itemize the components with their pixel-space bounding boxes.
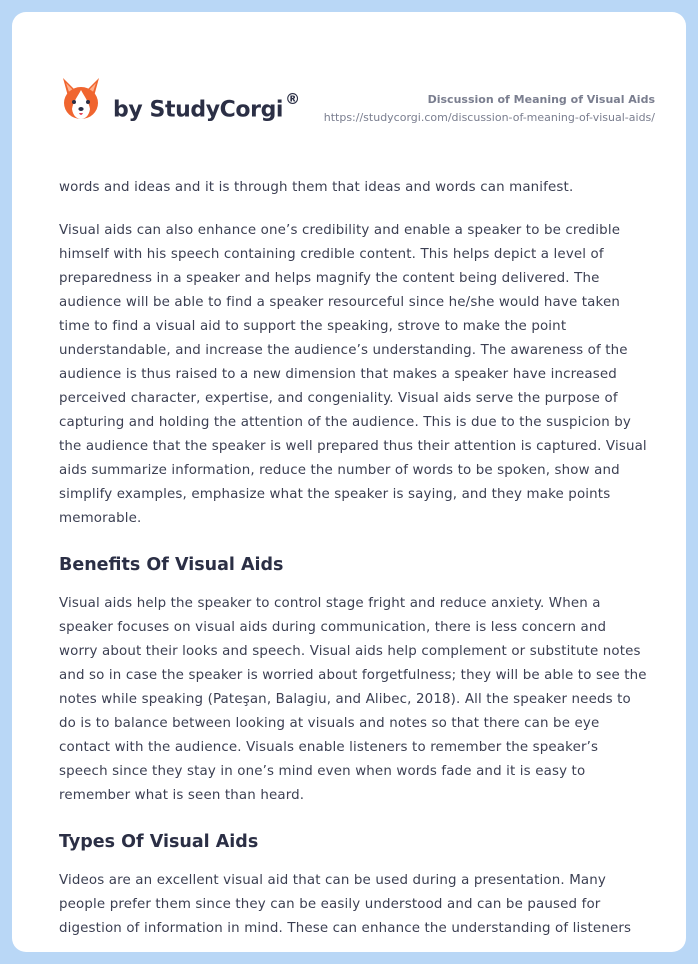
page-header — [12, 12, 686, 142]
section-heading: Benefits Of Visual Aids — [59, 555, 284, 575]
paragraph: Visual aids can also enhance one’s credibility and enable a speaker to be credible himself with his speech containing credible content. This helps depict a level of preparedness in a speaker and helps magnify the content being delivered. The audience will be able to find a speaker resourceful since he/she would have taken time to find a visual aid to support the speaking, strove to make the point understandable, and increase the audience’s understanding. The awareness of the audience is thus raised to a new dimension that makes a speaker have increased perceived character, expertise, and congeniality. Visual aids serve the purpose of capturing and holding the attention of the audience. This is due to the suspicion by the audience that the speaker is well prepared thus their attention is captured. Visual aids summarize information, reduce the number of words to be spoken, show and simplify examples, emphasize what the speaker is saying, and they make points memorable. — [59, 223, 647, 526]
paragraph: Videos are an excellent visual aid that can be used during a presentation. Many people prefer them since they can be easily understood and can be paused for digestion of information in mind. These can enhance the understanding of listeners — [59, 873, 632, 936]
corgi-logo-icon[interactable] — [59, 76, 103, 122]
paragraph: words and ideas and it is through them that ideas and words can manifest. — [59, 180, 574, 195]
document-title: Discussion of Meaning of Visual Aids — [427, 93, 655, 106]
section-heading: Types Of Visual Aids — [59, 832, 259, 852]
brand-text: by StudyCorgi — [113, 97, 284, 123]
document-meta — [324, 93, 655, 126]
article-body — [59, 176, 647, 952]
document-url[interactable]: https://studycorgi.com/discussion-of-meaning-of-visual-aids/ — [323, 111, 655, 124]
brand-name[interactable] — [113, 90, 300, 123]
registered-mark: ® — [285, 90, 300, 108]
paragraph: Visual aids help the speaker to control stage fright and reduce anxiety. When a speaker focuses on visual aids during communication, there is less concern and worry about their looks and speech. Visual aids help complement or substitute notes and so in case the speaker is worried about forgetfulness; they will be able to see the notes while speaking (Pateşan, Balagiu, and Alibec, 2018). All the speaker needs to do is to balance between looking at visuals and notes so that there can be eye contact with the audience. Visuals enable listeners to remember the speaker’s speech since they stay in one’s mind even when words fade and it is easy to remember what is seen than heard. — [59, 596, 647, 803]
document-page — [12, 12, 686, 952]
